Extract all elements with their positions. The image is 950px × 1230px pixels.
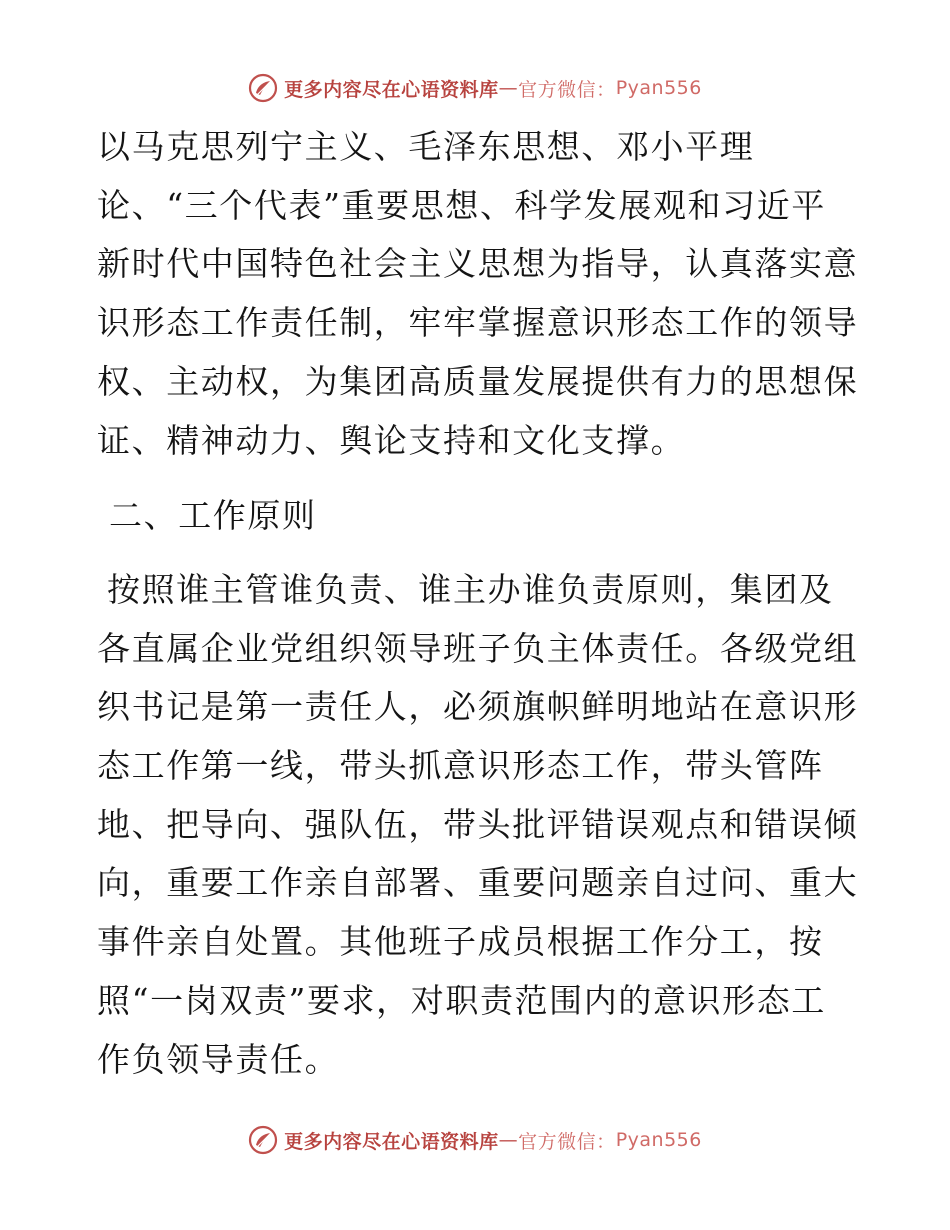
paragraph-guiding-ideology xyxy=(97,118,857,470)
text-line: 地、把导向、强队伍，带头批评错误观点和错误倾 xyxy=(97,804,859,844)
watermark-separator: — xyxy=(498,77,519,99)
text-line: 新时代中国特色社会主义思想为指导，认真落实意 xyxy=(97,244,859,284)
watermark-main-text: 更多内容尽在心语资料库 xyxy=(284,1130,499,1153)
text-line: 织书记是第一责任人，必须旗帜鲜明地站在意识形 xyxy=(97,687,859,727)
watermark-wechat-id: Pyan556 xyxy=(615,77,702,99)
text-line: 作负领导责任。 xyxy=(97,1039,340,1079)
text-line: 向，重要工作亲自部署、重要问题亲自过问、重大 xyxy=(97,863,859,903)
text-line: 证、精神动力、舆论支持和文化支撑。 xyxy=(97,420,686,460)
text-line: 权、主动权，为集团高质量发展提供有力的思想保 xyxy=(97,361,859,401)
watermark-main-text: 更多内容尽在心语资料库 xyxy=(284,78,499,101)
footer-watermark xyxy=(0,1120,950,1160)
text-line: 按照谁主管谁负责、谁主办谁负责原则，集团及 xyxy=(107,569,834,609)
header-watermark xyxy=(0,68,950,108)
brand-logo-icon xyxy=(248,1125,278,1155)
watermark-separator: — xyxy=(498,1129,519,1151)
section-heading-work-principles: 二、工作原则 xyxy=(109,496,317,536)
watermark-wechat-label: 官方微信： xyxy=(518,1130,616,1153)
document-body xyxy=(97,118,857,1089)
text-line: 照“一岗双责”要求，对职责范围内的意识形态工 xyxy=(97,980,826,1020)
text-line: 以马克思列宁主义、毛泽东思想、邓小平理 xyxy=(97,127,755,166)
watermark-wechat-id: Pyan556 xyxy=(615,1129,702,1151)
paragraph-work-principles xyxy=(97,561,857,1089)
text-line: 各直属企业党组织领导班子负主体责任。各级党组 xyxy=(97,628,859,668)
brand-logo-icon xyxy=(248,73,278,103)
text-line: 事件亲自处置。其他班子成员根据工作分工，按 xyxy=(97,922,824,962)
text-line: 论、“三个代表”重要思想、科学发展观和习近平 xyxy=(97,185,826,225)
text-line: 识形态工作责任制，牢牢掌握意识形态工作的领导 xyxy=(97,303,859,343)
text-line: 态工作第一线，带头抓意识形态工作，带头管阵 xyxy=(97,746,824,786)
watermark-wechat-label: 官方微信： xyxy=(518,78,616,101)
